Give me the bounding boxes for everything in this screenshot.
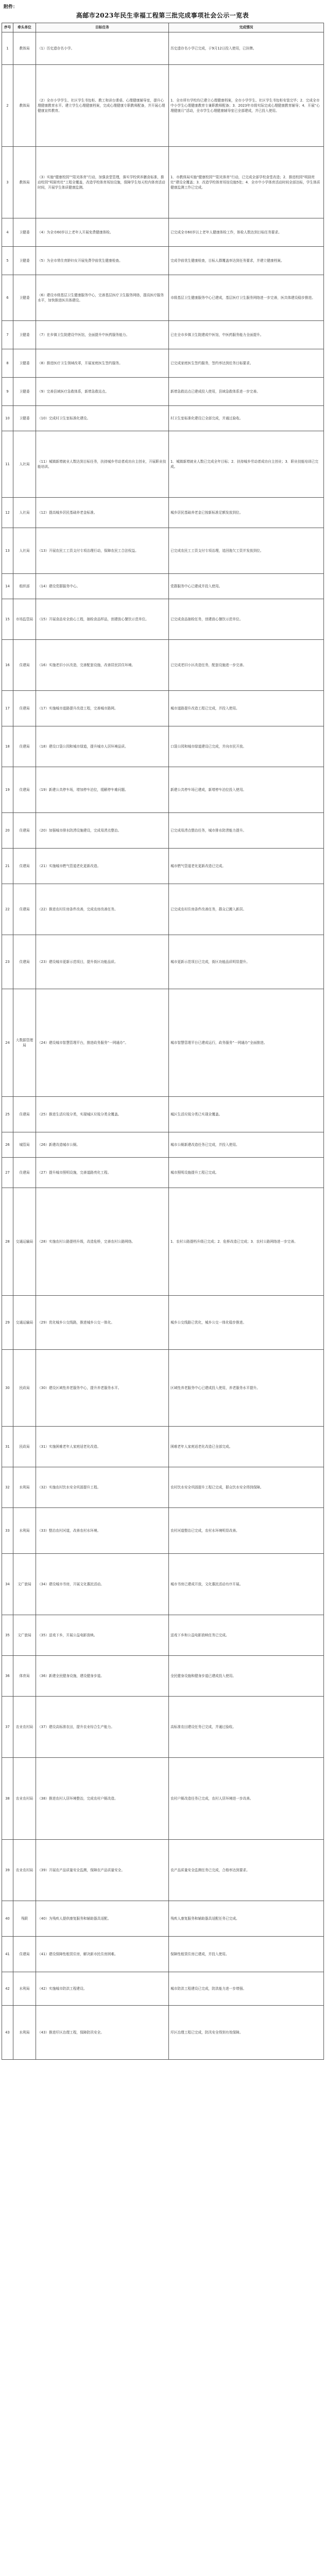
row-task: （18）建设口袋公园和城市绿道，提升城市人居环境品质。	[36, 726, 169, 767]
row-number: 26	[2, 1132, 13, 1158]
row-number: 22	[2, 884, 13, 935]
row-unit: 水利局	[13, 2006, 36, 2060]
row-unit: 民政局	[13, 1427, 36, 1467]
table-row	[2, 1508, 324, 1554]
row-number: 3	[2, 147, 13, 218]
row-task: （37）建设高标准农田，提升农业综合生产能力。	[36, 1697, 169, 1758]
row-task: （9）完善县域医疗急救体系，新增急救站点。	[36, 378, 169, 406]
row-progress: 城市道路提升改造工程已完成，并投入使用。	[169, 691, 324, 726]
row-unit: 住建局	[13, 1097, 36, 1132]
row-progress: 区域性养老服务中心已建成投入使用，养老服务水平提升。	[169, 1350, 324, 1427]
table-row	[2, 726, 324, 767]
row-task: （31）实施困难老年人家庭适老化改造。	[36, 1427, 169, 1467]
row-number: 11	[2, 431, 13, 498]
table-row	[2, 406, 324, 431]
row-task: （36）新建全民健身设施，建设健身步道。	[36, 1656, 169, 1697]
row-number: 20	[2, 813, 13, 849]
row-unit: 文广旅局	[13, 1554, 36, 1615]
row-number: 23	[2, 935, 13, 989]
table-row	[2, 321, 324, 349]
row-unit: 教体局	[13, 32, 36, 65]
row-task: （11）城镇新增就业人数达到目标任务，扶持城乡劳动者成功自主创业，开展职业技能培训。	[36, 431, 169, 498]
row-unit: 文广旅局	[13, 1615, 36, 1656]
row-number: 6	[2, 275, 13, 321]
row-task: （22）推进农村住房条件改善，完成农房改善任务。	[36, 884, 169, 935]
row-number: 21	[2, 849, 13, 884]
table-row	[2, 1697, 324, 1758]
row-unit: 卫健委	[13, 378, 36, 406]
row-task: （7）在乡镇卫生院建设中医馆，全面提升中医药服务能力。	[36, 321, 169, 349]
row-task: （38）推进农村人居环境整治，完成农村户厕改造。	[36, 1758, 169, 1840]
row-progress: 高标准农田建设任务已完成，并通过验收。	[169, 1697, 324, 1758]
table-row	[2, 574, 324, 599]
row-progress: 已完成农村住房条件改善任务，群众已搬入新居。	[169, 884, 324, 935]
table-row	[2, 147, 324, 218]
row-task: （32）实施农村饮水安全巩固提升工程。	[36, 1467, 169, 1508]
row-unit: 教体局	[13, 147, 36, 218]
row-progress: 全民健身设施和健身步道已建成投入使用。	[169, 1656, 324, 1697]
row-unit: 住建局	[13, 849, 36, 884]
row-progress: 市级基层卫生健康服务中心已建成，基层医疗卫生服务网络进一步完善，医共体建设稳步推进。	[169, 275, 324, 321]
attachment-label: 附件：	[4, 5, 18, 10]
row-progress: 已在全市乡镇卫生院建成中医馆，中医药服务能力全面提升。	[169, 321, 324, 349]
row-progress: 已完成家庭医生签约服务，签约率达到任务目标要求。	[169, 349, 324, 378]
row-task: （14）建设党群服务中心。	[36, 574, 169, 599]
table-row	[2, 884, 324, 935]
row-progress: 农产品质量安全监测任务已完成，合格率达到要求。	[169, 1840, 324, 1901]
table-row	[2, 2006, 324, 2060]
row-task: （17）实施城市道路提升改造工程，完善城市路网。	[36, 691, 169, 726]
row-progress: 完成孕前优生健康检查，目标人群覆盖率达到任务要求，并建立健康档案。	[169, 247, 324, 275]
row-number: 10	[2, 406, 13, 431]
row-number: 27	[2, 1158, 13, 1188]
row-unit: 人社局	[13, 431, 36, 498]
row-number: 18	[2, 726, 13, 767]
row-number: 41	[2, 1937, 13, 1972]
row-number: 28	[2, 1188, 13, 1296]
row-unit: 卫健委	[13, 349, 36, 378]
row-number: 5	[2, 247, 13, 275]
row-unit: 卫健委	[13, 275, 36, 321]
header-task: 目标任务	[36, 23, 169, 32]
row-progress: 1．城镇新增就业人数已完成全年目标；2．扶持城乡劳动者成功自主创业；3．职业技能培训已完成。	[169, 431, 324, 498]
row-progress: 圩区治理工程已完成，防汛安全得到有效保障。	[169, 2006, 324, 2060]
row-number: 19	[2, 767, 13, 813]
row-task: （19）新建公共停车场，增加停车泊位，缓解停车难问题。	[36, 767, 169, 813]
row-progress: 城市燃气管道老化更新改造已完成。	[169, 849, 324, 884]
row-progress: 农村户厕改造任务已完成，农村人居环境进一步改善。	[169, 1758, 324, 1840]
row-number: 16	[2, 640, 13, 691]
row-progress: 城市书房已建成开放，文化惠民活动有序开展。	[169, 1554, 324, 1615]
row-unit: 住建局	[13, 767, 36, 813]
row-unit: 卫健委	[13, 218, 36, 247]
row-progress: 已完成易涝点整治任务，城市排水防涝能力提升。	[169, 813, 324, 849]
table-row	[2, 65, 324, 147]
row-unit: 市场监管局	[13, 599, 36, 640]
row-progress: 村卫生室标准化建设已全部完成，并通过验收。	[169, 406, 324, 431]
row-progress: 已完成老旧小区改造任务，配套设施进一步完善。	[169, 640, 324, 691]
row-progress: 新增急救站点已建成投入使用，县域急救体系进一步完善。	[169, 378, 324, 406]
row-unit: 卫健委	[13, 406, 36, 431]
row-unit: 卫健委	[13, 321, 36, 349]
row-progress: 已完成全市60岁以上老年人健康体检工作，体检人数达到目标任务要求。	[169, 218, 324, 247]
row-unit: 住建局	[13, 691, 36, 726]
row-unit: 残联	[13, 1901, 36, 1937]
row-number: 32	[2, 1467, 13, 1508]
table-row	[2, 935, 324, 989]
table-row	[2, 1158, 324, 1188]
header-no: 序号	[2, 23, 13, 32]
row-progress: 农村饮水安全巩固提升工程已完成，群众饮水安全得到保障。	[169, 1467, 324, 1508]
row-task: （1）历史遗存名小学。	[36, 32, 169, 65]
row-unit: 农业农村局	[13, 1840, 36, 1901]
table-row	[2, 1758, 324, 1840]
table-row	[2, 640, 324, 691]
row-number: 33	[2, 1508, 13, 1554]
row-number: 39	[2, 1840, 13, 1901]
row-task: （29）优化城乡公交线路，推进城乡公交一体化。	[36, 1296, 169, 1350]
table-row	[2, 1937, 324, 1972]
table-row	[2, 1615, 324, 1656]
table-row	[2, 1467, 324, 1508]
row-unit: 农业农村局	[13, 1758, 36, 1840]
row-progress: 党群服务中心已建成并投入使用。	[169, 574, 324, 599]
header-progress: 完成情况	[169, 23, 324, 32]
row-unit: 住建局	[13, 1158, 36, 1188]
row-number: 2	[2, 65, 13, 147]
row-number: 38	[2, 1758, 13, 1840]
table-row	[2, 1296, 324, 1350]
row-progress: 历史遗存名小学已完成，于9月12日投入使用，已挂牌。	[169, 32, 324, 65]
table-row	[2, 1097, 324, 1132]
row-number: 43	[2, 2006, 13, 2060]
row-task: （35）送戏下乡，开展公益电影放映。	[36, 1615, 169, 1656]
row-unit: 人社局	[13, 528, 36, 574]
row-number: 12	[2, 498, 13, 528]
row-task: （25）推进生活垃圾分类，实现城区垃圾分类全覆盖。	[36, 1097, 169, 1132]
row-unit: 住建局	[13, 935, 36, 989]
row-task: （6）建设市级基层卫生健康服务中心，完善基层医疗卫生服务网络，提高医疗服务水平，加快推进医共体建设。	[36, 275, 169, 321]
header-unit: 牵头单位	[13, 23, 36, 32]
table-row	[2, 599, 324, 640]
row-number: 42	[2, 1972, 13, 2006]
row-unit: 住建局	[13, 1937, 36, 1972]
table-row	[2, 218, 324, 247]
row-task: （23）建设城市更新示范项目，提升街区功能品质。	[36, 935, 169, 989]
row-task: （20）加强城市排水防涝设施建设，完成易涝点整治。	[36, 813, 169, 849]
row-unit: 人社局	[13, 498, 36, 528]
row-number: 15	[2, 599, 13, 640]
table-row	[2, 431, 324, 498]
table-row	[2, 1656, 324, 1697]
row-unit: 住建局	[13, 813, 36, 849]
table-row	[2, 1901, 324, 1937]
row-task: （21）实施城市燃气管道老化更新改造。	[36, 849, 169, 884]
row-unit: 住建局	[13, 726, 36, 767]
row-progress: 城市更新示范项目已完成，街区功能品质明显提升。	[169, 935, 324, 989]
row-number: 29	[2, 1296, 13, 1350]
table-row	[2, 989, 324, 1097]
row-progress: 城区生活垃圾分类已实现全覆盖。	[169, 1097, 324, 1132]
row-number: 30	[2, 1350, 13, 1427]
row-unit: 民政局	[13, 1350, 36, 1427]
table-row	[2, 32, 324, 65]
row-progress: 城市防洪工程建设已完成，防洪能力进一步增强。	[169, 1972, 324, 2006]
row-unit: 水利局	[13, 1972, 36, 2006]
row-task: （28）实施农村公路提档升级，改造危桥，完善农村公路网络。	[36, 1188, 169, 1296]
row-task: （42）实施城市防洪工程建设。	[36, 1972, 169, 2006]
table-row	[2, 767, 324, 813]
row-number: 34	[2, 1554, 13, 1615]
row-unit: 住建局	[13, 884, 36, 935]
row-progress: 1．全市所有学校均已建立心理健康档案，全市小学学生、社区学生书包柜安装完毕；2．完成全市中小学生心理健康教育专兼职教师配备；3．2023年市级实际完成心理健康教育辅导；4．开展“心理健康月”活动，全市学生心理健康辅导室已全部建成，并已投入使用。	[169, 65, 324, 147]
row-unit: 卫健委	[13, 247, 36, 275]
table-row	[2, 1554, 324, 1615]
row-number: 13	[2, 528, 13, 574]
row-number: 9	[2, 378, 13, 406]
row-task: （26）新建改造城市公厕。	[36, 1132, 169, 1158]
row-number: 4	[2, 218, 13, 247]
row-progress: 保障性租赁住房已建成，并投入使用。	[169, 1937, 324, 1972]
row-progress: 1．市教体局实施“健康校园”“阳光体育”行动，已完成全部学校食堂改造；2．推进校园“明厨亮灶”建设全覆盖；3．改造学校体育场馆设施5处；4．全市中小学体育活动时间全部达标，学生体质健康监测工作已完成。	[169, 147, 324, 218]
row-number: 14	[2, 574, 13, 599]
row-task: （34）建设城市书房，开展文化惠民活动。	[36, 1554, 169, 1615]
row-task: （33）整治农村河道，改善农村水环境。	[36, 1508, 169, 1554]
row-task: （40）为残疾人提供康复服务和辅助器具适配。	[36, 1901, 169, 1937]
row-unit: 教体局	[13, 65, 36, 147]
row-number: 1	[2, 32, 13, 65]
table-row	[2, 247, 324, 275]
row-number: 17	[2, 691, 13, 726]
row-progress: 城乡居民基础养老金已按新标准足额发放到位。	[169, 498, 324, 528]
row-number: 40	[2, 1901, 13, 1937]
row-number: 8	[2, 349, 13, 378]
table-body	[2, 32, 324, 2060]
row-number: 37	[2, 1697, 13, 1758]
row-progress: 已完成农民工工资支付专项治理，追回拖欠工资并发放到位。	[169, 528, 324, 574]
row-task: （5）为全市常住育龄妇女开展免费孕前优生健康检查。	[36, 247, 169, 275]
table-row	[2, 498, 324, 528]
table-row	[2, 1840, 324, 1901]
completion-table	[2, 23, 324, 2060]
row-number: 36	[2, 1656, 13, 1697]
row-progress: 城市照明设施提升工程已完成。	[169, 1158, 324, 1188]
page-title: 高邮市2023年民生幸福工程第三批完成事项社会公示一览表	[76, 12, 249, 19]
row-task: （27）提升城市照明设施，完善道路亮化工程。	[36, 1158, 169, 1188]
row-progress: 已完成食品抽检任务，创建放心餐饮示范单位。	[169, 599, 324, 640]
table-row	[2, 528, 324, 574]
table-row	[2, 691, 324, 726]
row-progress: 困难老年人家庭适老化改造已全部完成。	[169, 1427, 324, 1467]
row-task: （30）建设区域性养老服务中心，提升养老服务水平。	[36, 1350, 169, 1427]
row-progress: 1．农村公路提档升级已完成；2．危桥改造已完成；3．农村公路网络进一步完善。	[169, 1188, 324, 1296]
table-row	[2, 1132, 324, 1158]
row-progress: 新建公共停车场已建成，新增停车泊位投入使用。	[169, 767, 324, 813]
row-task: （24）建设城市智慧管理平台，推进政务服务“一网通办”。	[36, 989, 169, 1097]
row-number: 7	[2, 321, 13, 349]
table-row	[2, 1350, 324, 1427]
row-task: （12）提高城乡居民基础养老金标准。	[36, 498, 169, 528]
table-row	[2, 378, 324, 406]
row-number: 25	[2, 1097, 13, 1132]
row-unit: 组织部	[13, 574, 36, 599]
row-task: （43）推进圩区治理工程，保障防汛安全。	[36, 2006, 169, 2060]
row-task: （39）开展农产品质量安全监测，保障农产品质量安全。	[36, 1840, 169, 1901]
row-unit: 体育局	[13, 1656, 36, 1697]
row-task: （3）实施“健康校园”“阳光体育”行动，加强食堂管理，落实学校营养膳食标准，推动校园“明厨亮灶”工程全覆盖，改造学校体育场馆设施，保障学生每天校内体育活动时间，开展学生体质健康监测。	[36, 147, 169, 218]
row-number: 35	[2, 1615, 13, 1656]
row-task: （4）为全市60岁以上老年人开展免费健康体检。	[36, 218, 169, 247]
row-unit: 交通运输局	[13, 1296, 36, 1350]
row-number: 31	[2, 1427, 13, 1467]
row-progress: 送戏下乡和公益电影放映任务已完成。	[169, 1615, 324, 1656]
table-row	[2, 275, 324, 321]
row-task: （10）完成村卫生室标准化建设。	[36, 406, 169, 431]
row-task: （8）推进医疗卫生领域改革，开展家庭医生签约服务。	[36, 349, 169, 378]
row-unit: 水利局	[13, 1508, 36, 1554]
table-row	[2, 1972, 324, 2006]
row-unit: 城管局	[13, 1132, 36, 1158]
table-row	[2, 813, 324, 849]
table-row	[2, 1427, 324, 1467]
row-unit: 住建局	[13, 640, 36, 691]
table-row	[2, 349, 324, 378]
row-task: （15）开展食品安全放心工程，抽检食品样品，创建放心餐饮示范单位。	[36, 599, 169, 640]
row-task: （2）全市小学学生、社区学生书包柜、教工和讲台课桌、心理健康辅导室，提升心理健康教育水平。建立学生心理健康档案，完成心理健康专职教师配备，并开展心理健康宣传教育。	[36, 65, 169, 147]
row-progress: 农村河道整治已完成，农村水环境明显改善。	[169, 1508, 324, 1554]
row-progress: 城市智慧管理平台已建成运行，政务服务“一网通办”全面推进。	[169, 989, 324, 1097]
row-unit: 水利局	[13, 1467, 36, 1508]
row-progress: 城乡公交线路已优化，城乡公交一体化稳步推进。	[169, 1296, 324, 1350]
row-task: （41）建设保障性租赁住房，解决新市民住房困难。	[36, 1937, 169, 1972]
row-progress: 口袋公园和城市绿道建设已完成，并向市民开放。	[169, 726, 324, 767]
table-header-row	[2, 23, 324, 32]
row-task: （13）开展农民工工资支付专项治理行动，保障农民工合法权益。	[36, 528, 169, 574]
row-number: 24	[2, 989, 13, 1097]
table-row	[2, 849, 324, 884]
table-row	[2, 1188, 324, 1296]
row-progress: 城市公厕新建改造任务已完成，并投入使用。	[169, 1132, 324, 1158]
row-task: （16）实施老旧小区改造，完善配套设施，改善居民居住环境。	[36, 640, 169, 691]
row-unit: 交通运输局	[13, 1188, 36, 1296]
row-unit: 农业农村局	[13, 1697, 36, 1758]
row-unit: 大数据管理局	[13, 989, 36, 1097]
row-progress: 残疾人康复服务和辅助器具适配任务已完成。	[169, 1901, 324, 1937]
